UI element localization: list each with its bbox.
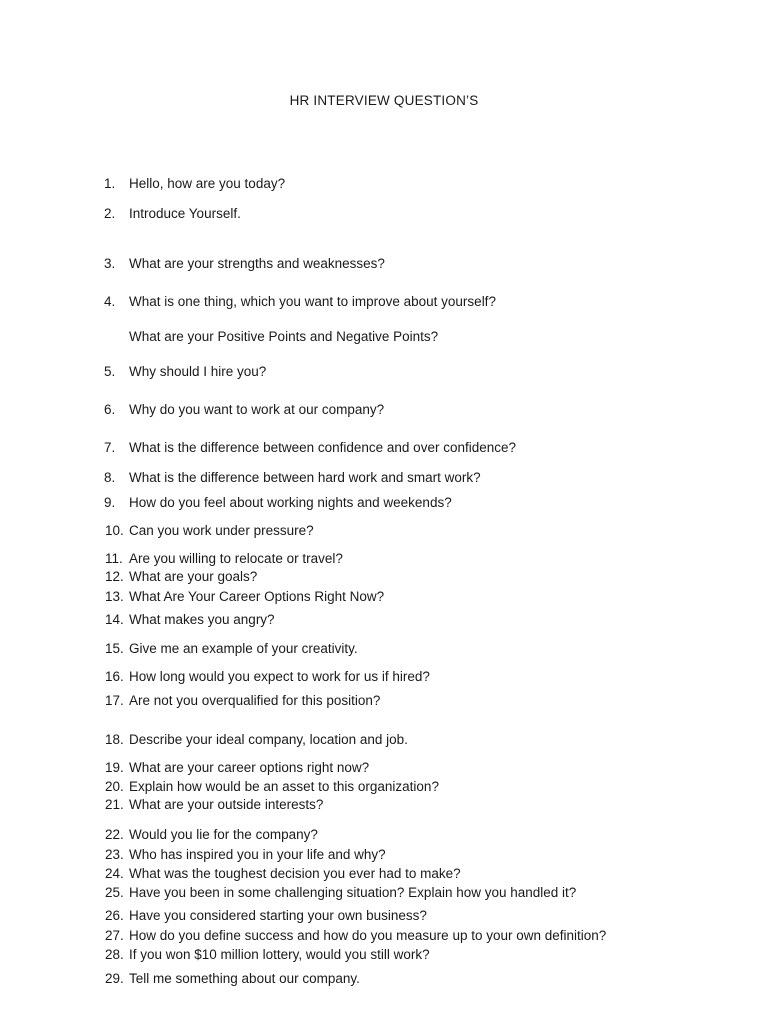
item-number: 27. (105, 928, 124, 943)
item-number: 18. (105, 732, 124, 747)
item-number: 21. (105, 797, 124, 812)
item-number: 10. (105, 523, 124, 538)
item-text: If you won $10 million lottery, would you still work? (129, 947, 430, 962)
item-text: What are your career options right now? (129, 760, 370, 775)
item-number: 22. (105, 827, 124, 842)
item-text: Tell me something about our company. (129, 971, 360, 986)
item-text: What is one thing, which you want to improve about yourself? (129, 294, 496, 309)
item-number: 16. (105, 669, 124, 684)
item-number: 7. (104, 440, 116, 455)
item-text: How do you feel about working nights and weekends? (129, 495, 452, 510)
item-text: How do you define success and how do you measure up to your own definition? (129, 928, 607, 943)
item-text: What was the toughest decision you ever had to make? (129, 866, 461, 881)
item-number: 26. (105, 908, 124, 923)
item-text: Would you lie for the company? (129, 827, 318, 842)
item-text: Introduce Yourself. (129, 206, 241, 221)
item-text: Have you considered starting your own business? (129, 908, 427, 923)
item-text: Can you work under pressure? (129, 523, 314, 538)
item-number: 11. (105, 551, 123, 566)
item-text: Who has inspired you in your life and why? (129, 847, 386, 862)
item-number: 9. (104, 495, 116, 510)
item-number: 5. (104, 364, 116, 379)
item-text: What are your outside interests? (129, 797, 324, 812)
page-title: HR INTERVIEW QUESTION’S (289, 93, 479, 108)
item-text: What are your strengths and weaknesses? (129, 256, 385, 271)
item-number: 23. (105, 847, 124, 862)
item-text: Give me an example of your creativity. (129, 641, 358, 656)
item-number: 3. (104, 256, 116, 271)
item-text: Are you willing to relocate or travel? (129, 551, 343, 566)
item-text: Explain how would be an asset to this organization? (129, 779, 439, 794)
item-number: 20. (105, 779, 124, 794)
item-text: Have you been in some challenging situation? Explain how you handled it? (129, 885, 577, 900)
item-text: What are your Positive Points and Negative Points? (129, 329, 439, 344)
item-text: What Are Your Career Options Right Now? (129, 589, 385, 604)
item-text: Hello, how are you today? (129, 176, 286, 191)
item-text: Describe your ideal company, location and job. (129, 732, 408, 747)
item-text: How long would you expect to work for us if hired? (129, 669, 430, 684)
item-text: What is the difference between hard work and smart work? (129, 470, 481, 485)
item-number: 19. (105, 760, 124, 775)
item-number: 15. (105, 641, 124, 656)
item-number: 12. (105, 569, 124, 584)
item-text: Why do you want to work at our company? (129, 402, 385, 417)
item-number: 28. (105, 947, 124, 962)
item-number: 25. (105, 885, 124, 900)
item-number: 29. (105, 971, 124, 986)
item-text: What makes you angry? (129, 612, 275, 627)
item-number: 8. (104, 470, 116, 485)
item-number: 17. (105, 693, 124, 708)
item-number: 2. (104, 206, 116, 221)
item-number: 24. (105, 866, 124, 881)
item-number: 1. (104, 176, 116, 191)
item-text: What are your goals? (129, 569, 258, 584)
item-number: 13. (105, 589, 124, 604)
item-number: 6. (104, 402, 116, 417)
item-text: What is the difference between confidence and over confidence? (129, 440, 517, 455)
item-text: Are not you overqualified for this position? (129, 693, 381, 708)
item-number: 4. (104, 294, 116, 309)
item-number: 14. (105, 612, 124, 627)
item-text: Why should I hire you? (129, 364, 267, 379)
